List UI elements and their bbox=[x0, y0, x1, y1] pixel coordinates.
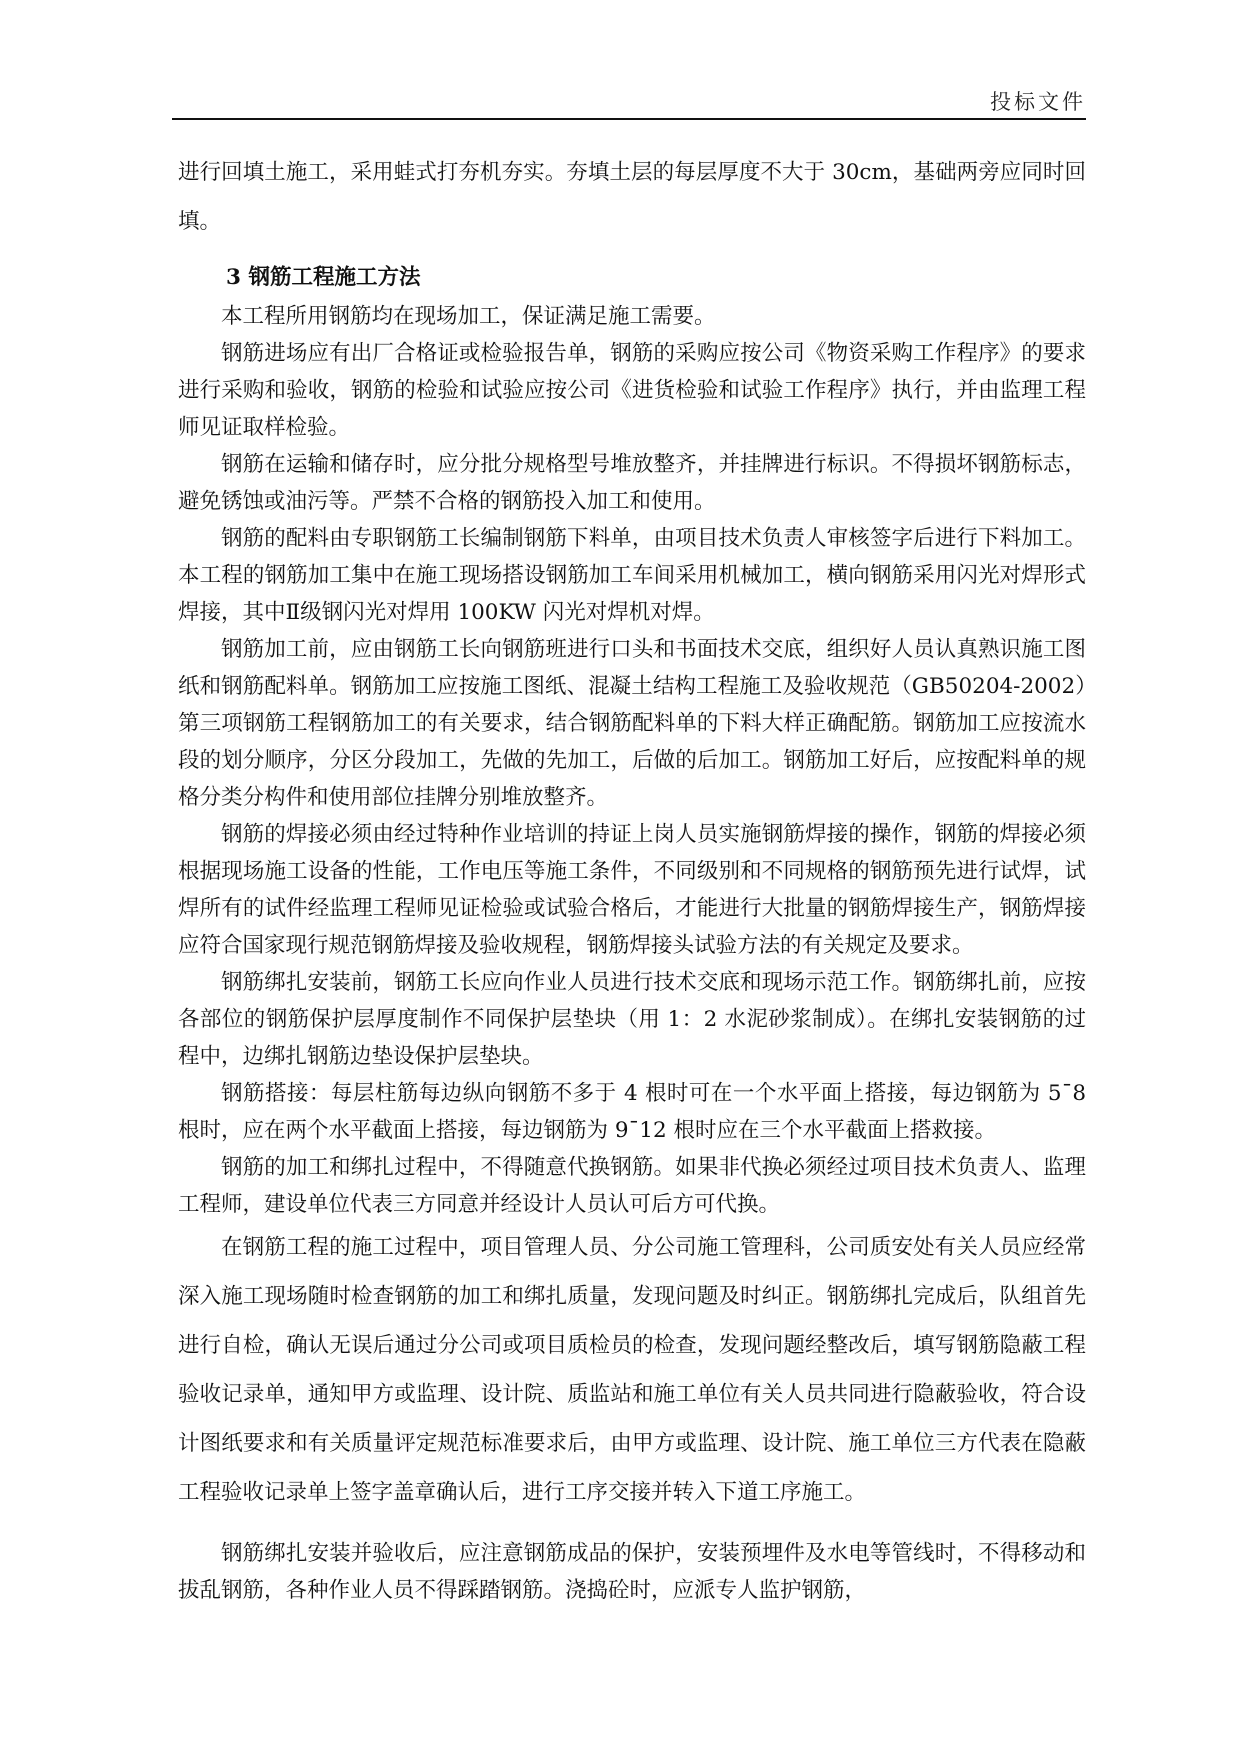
header-divider bbox=[172, 118, 1086, 120]
body-paragraph-5: 钢筋加工前，应由钢筋工长向钢筋班进行口头和书面技术交底，组织好人员认真熟识施工图纸和钢筋配料单。钢筋加工应按施工图纸、混凝土结构工程施工及验收规范（GB50204-2002）第三项钢筋工程钢筋加工的有关要求，结合钢筋配料单的下料大样正确配筋。钢筋加工应按流水段的划分顺序，分区分段加工，先做的先加工，后做的后加工。钢筋加工好后，应按配料单的规格分类分构件和使用部位挂牌分别堆放整齐。 bbox=[178, 637, 1086, 810]
document-body bbox=[178, 148, 1086, 1609]
body-paragraph-2: 钢筋进场应有出厂合格证或检验报告单，钢筋的采购应按公司《物资采购工作程序》的要求进行采购和验收，钢筋的检验和试验应按公司《进货检验和试验工作程序》执行，并由监理工程师见证取样检验。 bbox=[178, 341, 1086, 440]
body-paragraph-7: 钢筋绑扎安装前，钢筋工长应向作业人员进行技术交底和现场示范工作。钢筋绑扎前，应按各部位的钢筋保护层厚度制作不同保护层垫块（用 1：2 水泥砂浆制成）。在绑扎安装钢筋的过程中，边绑扎钢筋边垫设保护层垫块。 bbox=[178, 970, 1086, 1069]
page-header-title: 投标文件 bbox=[990, 90, 1086, 114]
section-heading: 3 钢筋工程施工方法 bbox=[226, 265, 421, 290]
body-paragraph-3: 钢筋在运输和储存时，应分批分规格型号堆放整齐，并挂牌进行标识。不得损坏钢筋标志，避免锈蚀或油污等。严禁不合格的钢筋投入加工和使用。 bbox=[178, 452, 1086, 514]
protection-paragraph: 钢筋绑扎安装并验收后，应注意钢筋成品的保护，安装预埋件及水电等管线时，不得移动和拔乱钢筋，各种作业人员不得踩踏钢筋。浇捣砼时，应派专人监护钢筋， bbox=[178, 1541, 1086, 1603]
intro-continuation-paragraph: 进行回填土施工，采用蛙式打夯机夯实。夯填土层的每层厚度不大于 30cm，基础两旁应同时回填。 bbox=[178, 160, 1086, 234]
inspection-paragraph: 在钢筋工程的施工过程中，项目管理人员、分公司施工管理科，公司质安处有关人员应经常深入施工现场随时检查钢筋的加工和绑扎质量，发现问题及时纠正。钢筋绑扎完成后，队组首先进行自检，确认无误后通过分公司或项目质检员的检查，发现问题经整改后，填写钢筋隐蔽工程验收记录单，通知甲方或监理、设计院、质监站和施工单位有关人员共同进行隐蔽验收，符合设计图纸要求和有关质量评定规范标准要求后，由甲方或监理、设计院、施工单位三方代表在隐蔽工程验收记录单上签字盖章确认后，进行工序交接并转入下道工序施工。 bbox=[178, 1235, 1086, 1505]
body-paragraph-9: 钢筋的加工和绑扎过程中，不得随意代换钢筋。如果非代换必须经过项目技术负责人、监理工程师，建设单位代表三方同意并经设计人员认可后方可代换。 bbox=[178, 1155, 1086, 1217]
body-paragraph-4: 钢筋的配料由专职钢筋工长编制钢筋下料单，由项目技术负责人审核签字后进行下料加工。本工程的钢筋加工集中在施工现场搭设钢筋加工车间采用机械加工，横向钢筋采用闪光对焊形式焊接，其中Ⅱ级钢闪光对焊用 100KW 闪光对焊机对焊。 bbox=[178, 526, 1086, 625]
body-paragraph-6: 钢筋的焊接必须由经过特种作业培训的持证上岗人员实施钢筋焊接的操作，钢筋的焊接必须根据现场施工设备的性能，工作电压等施工条件，不同级别和不同规格的钢筋预先进行试焊，试焊所有的试件经监理工程师见证检验或试验合格后，才能进行大批量的钢筋焊接生产，钢筋焊接应符合国家现行规范钢筋焊接及验收规程，钢筋焊接头试验方法的有关规定及要求。 bbox=[178, 822, 1086, 958]
body-paragraph-1: 本工程所用钢筋均在现场加工，保证满足施工需要。 bbox=[221, 304, 716, 329]
body-paragraph-8: 钢筋搭接：每层柱筋每边纵向钢筋不多于 4 根时可在一个水平面上搭接，每边钢筋为 5¯8 根时，应在两个水平截面上搭接，每边钢筋为 9¯12 根时应在三个水平截面上搭救接。 bbox=[178, 1081, 1086, 1143]
